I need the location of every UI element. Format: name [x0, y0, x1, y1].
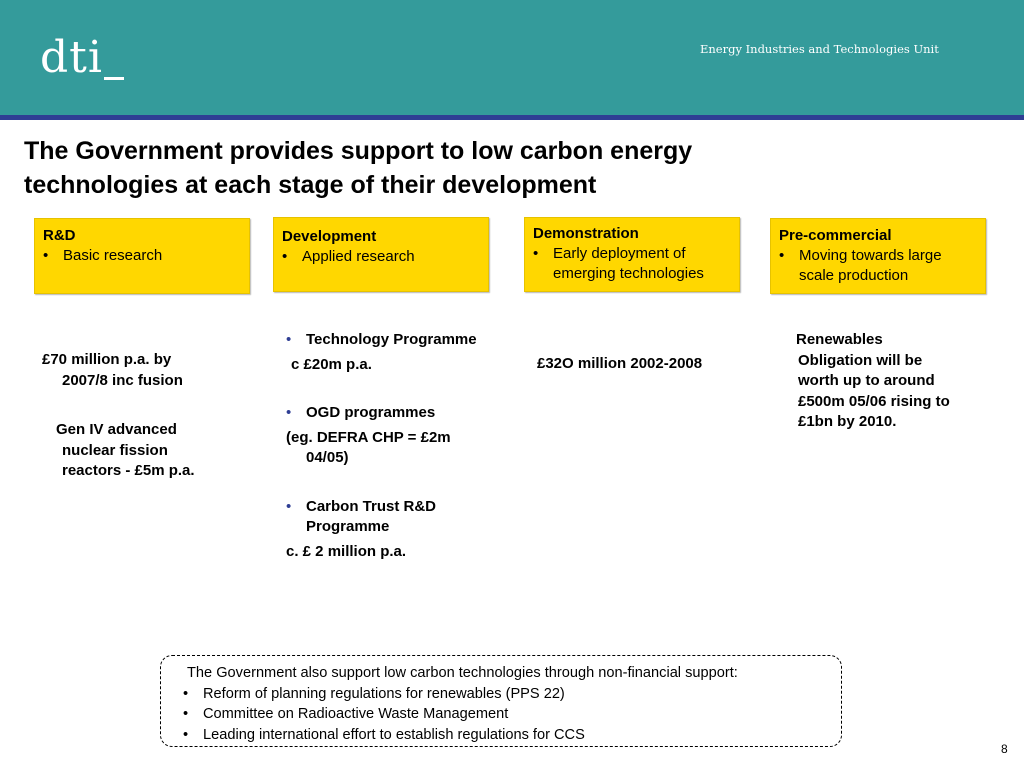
note-item-text: Leading international effort to establish regulations for CCS [203, 726, 585, 743]
bullet-icon: • [286, 331, 292, 348]
rd-funding-item-1 [42, 350, 183, 391]
header-rule [0, 115, 1024, 120]
rd-funding-line: £70 million p.a. by [42, 351, 172, 368]
stage-bullet [779, 246, 977, 286]
stage-bullet-text [799, 246, 942, 286]
dev-bullet-text [306, 497, 436, 538]
stage-bullet-text-line-1: Moving towards large [799, 247, 942, 264]
dev-detail: 04/05) [306, 449, 349, 466]
demo-funding: £32O million 2002-2008 [537, 355, 703, 372]
dev-amount: c. £ 2 million p.a. [286, 542, 407, 560]
bullet-icon: • [183, 685, 189, 702]
rd-funding-item-2 [56, 420, 195, 482]
rd-funding-line: Gen IV advanced [56, 421, 177, 438]
dev-bullet-technology-programme [286, 330, 516, 351]
dev-detail: (eg. DEFRA CHP = £2m [286, 428, 451, 446]
bullet-icon: • [282, 248, 288, 265]
bullet-icon: • [779, 247, 785, 264]
non-financial-support-note [160, 655, 842, 747]
unit-title: Energy Industries and Technologies Unit [700, 42, 939, 56]
slide-title-line-1: The Government provides support to low carbon energy [24, 137, 693, 165]
precommercial-line: £1bn by 2010. [798, 413, 897, 430]
page-number: 8 [1001, 742, 1008, 756]
bullet-icon: • [183, 706, 189, 722]
stage-box-development [273, 217, 489, 292]
dev-bullet-text: OGD programmes [306, 404, 436, 421]
precommercial-line: £500m 05/06 rising to [798, 392, 950, 410]
bullet-icon: • [183, 726, 189, 743]
stage-bullet [282, 247, 480, 267]
precommercial-funding [782, 330, 950, 433]
dev-bullet-text: Technology Programme [306, 331, 477, 348]
precommercial-line: Obligation will be [798, 351, 923, 369]
bullet-icon: • [286, 497, 292, 515]
bullet-icon: • [43, 247, 49, 264]
rd-funding-line: reactors - £5m p.a. [62, 462, 195, 479]
stage-box-rd [34, 218, 250, 294]
slide-title [24, 134, 824, 202]
dev-bullet-ogd-programmes [286, 403, 516, 424]
stage-bullet-text: Applied research [302, 248, 415, 265]
header-band [0, 0, 1024, 115]
rd-funding-line: nuclear fission [62, 441, 168, 459]
precommercial-line: Renewables [796, 331, 883, 348]
dev-funding [286, 330, 516, 562]
rd-funding-line: 2007/8 inc fusion [62, 371, 183, 389]
stage-title: Demonstration [533, 225, 639, 242]
stage-bullet-text-line-2: emerging technologies [553, 265, 704, 282]
stage-bullet [43, 246, 241, 266]
note-item-text: Committee on Radioactive Waste Management [203, 706, 509, 722]
stage-title: R&D [43, 227, 76, 244]
dev-bullet-carbon-trust [286, 497, 516, 538]
note-item [183, 704, 829, 725]
dti-logo: dti [40, 32, 103, 83]
bullet-icon: • [533, 245, 539, 262]
stage-bullet-text [553, 244, 704, 284]
stage-title: Development [282, 228, 377, 245]
stage-box-demonstration [524, 217, 740, 292]
stage-box-precommercial [770, 218, 986, 294]
dti-logo-underline [104, 77, 124, 80]
note-intro: The Government also support low carbon technologies through non-financial support: [187, 665, 738, 681]
precommercial-line: worth up to around [798, 372, 935, 389]
stage-bullet-text-line-2: scale production [799, 267, 909, 284]
dev-bullet-text-line-2: Programme [306, 518, 390, 535]
bullet-icon: • [286, 404, 292, 421]
stage-bullet-text: Basic research [63, 247, 163, 264]
note-item [183, 725, 829, 746]
dev-amount: c £20m p.a. [291, 355, 372, 373]
stage-title: Pre-commercial [779, 227, 892, 244]
note-item-text: Reform of planning regulations for renewables (PPS 22) [203, 685, 565, 702]
stage-bullet-text-line-1: Early deployment of [553, 245, 686, 262]
note-item [183, 684, 829, 705]
stage-bullet [533, 244, 731, 284]
dev-bullet-text-line-1: Carbon Trust R&D [306, 497, 437, 515]
slide-title-line-2: technologies at each stage of their development [24, 171, 597, 199]
